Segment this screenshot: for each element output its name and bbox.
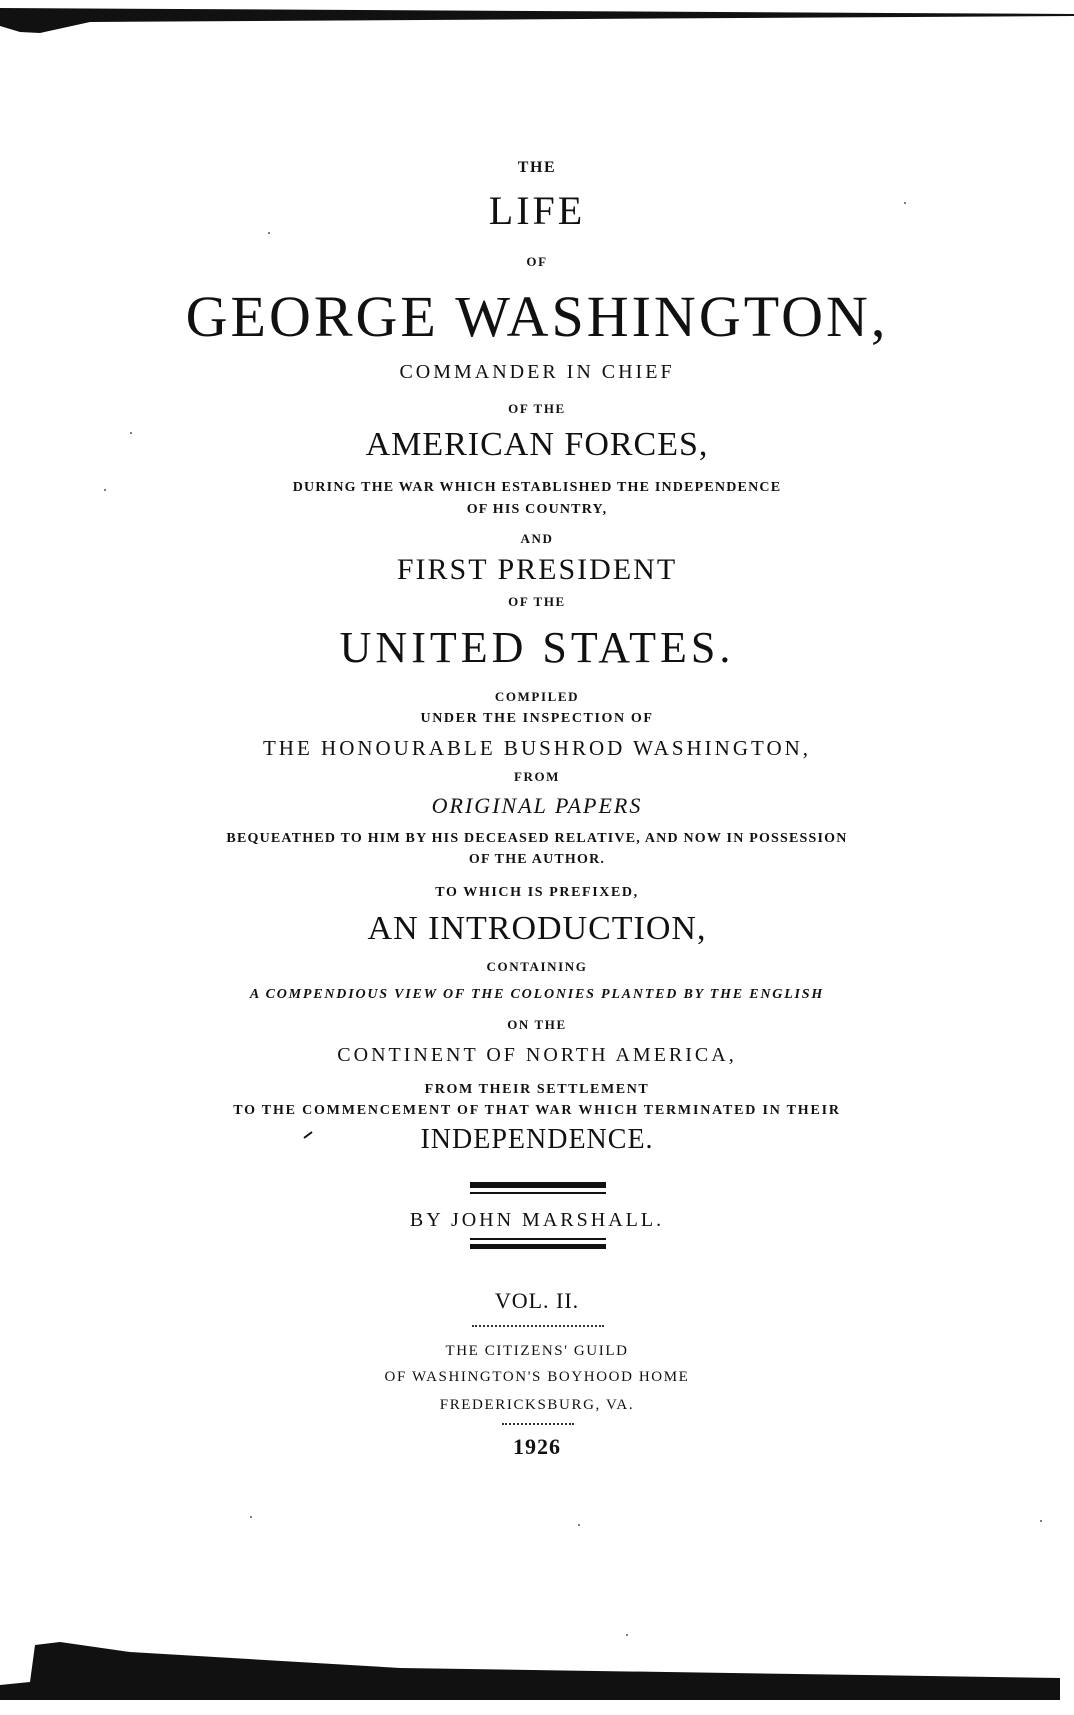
commencement-line: TO THE COMMENCEMENT OF THAT WAR WHICH TERMINATED IN THEIR [233,1103,841,1118]
publication-year: 1926 [513,1434,561,1459]
speck [250,1516,252,1518]
honourable-line: THE HONOURABLE BUSHROD WASHINGTON, [262,736,812,760]
commander-line: COMMANDER IN CHIEF [399,361,675,383]
scan-border-bottom [0,1630,1074,1715]
dotted-rule [472,1325,604,1327]
prefixed-line: TO WHICH IS PREFIXED, [435,885,639,900]
rule-thick [470,1244,606,1249]
original-papers-line: ORIGINAL PAPERS [431,793,643,818]
speck [626,1634,628,1636]
continent-line: CONTINENT OF NORTH AMERICA, [337,1044,737,1066]
of-the-line-2: OF THE [508,594,566,609]
rule-thin [470,1192,606,1194]
publisher-line-1: THE CITIZENS' GUILD [445,1343,629,1359]
from-settlement-line: FROM THEIR SETTLEMENT [424,1082,650,1097]
on-the-line: ON THE [507,1017,567,1032]
and-connector: AND [520,531,554,546]
of-the-line: OF THE [508,401,566,416]
independence-line: INDEPENDENCE. [420,1124,654,1155]
speck [268,232,270,234]
introduction-heading: AN INTRODUCTION, [367,910,707,947]
of-his-country-line: OF HIS COUNTRY, [466,502,608,517]
life-heading: LIFE [488,188,586,233]
american-forces-line: AMERICAN FORCES, [365,426,709,463]
of-connector: OF [526,254,548,269]
volume-label: VOL. II. [494,1288,580,1313]
from-connector: FROM [513,769,561,784]
rule-thin [470,1238,606,1240]
bequeathed-line: BEQUEATHED TO HIM BY HIS DECEASED RELATIVE, AND NOW IN POSSESSION [226,831,848,846]
scan-border-top [0,0,1074,40]
compiled-line: COMPILED [494,689,580,704]
speck [578,1524,580,1526]
place-line: FREDERICKSBURG, VA. [439,1397,635,1413]
under-inspection-line: UNDER THE INSPECTION OF [420,711,654,726]
containing-line: CONTAINING [486,959,588,974]
author-byline: BY JOHN MARSHALL. [409,1209,665,1231]
first-president-line: FIRST PRESIDENT [396,553,678,586]
publisher-line-2: OF WASHINGTON'S BOYHOOD HOME [384,1369,690,1385]
subject-name: GEORGE WASHINGTON, [185,284,889,349]
speck [1040,1520,1042,1522]
compendious-line: A COMPENDIOUS VIEW OF THE COLONIES PLANTED BY THE ENGLISH [249,987,825,1002]
dotted-rule [502,1423,574,1425]
of-the-author-line: OF THE AUTHOR. [468,852,606,867]
united-states-line: UNITED STATES. [339,623,735,672]
the-heading: THE [517,159,557,176]
rule-thick [470,1182,606,1188]
during-war-line: DURING THE WAR WHICH ESTABLISHED THE INDEPENDENCE [292,480,782,495]
